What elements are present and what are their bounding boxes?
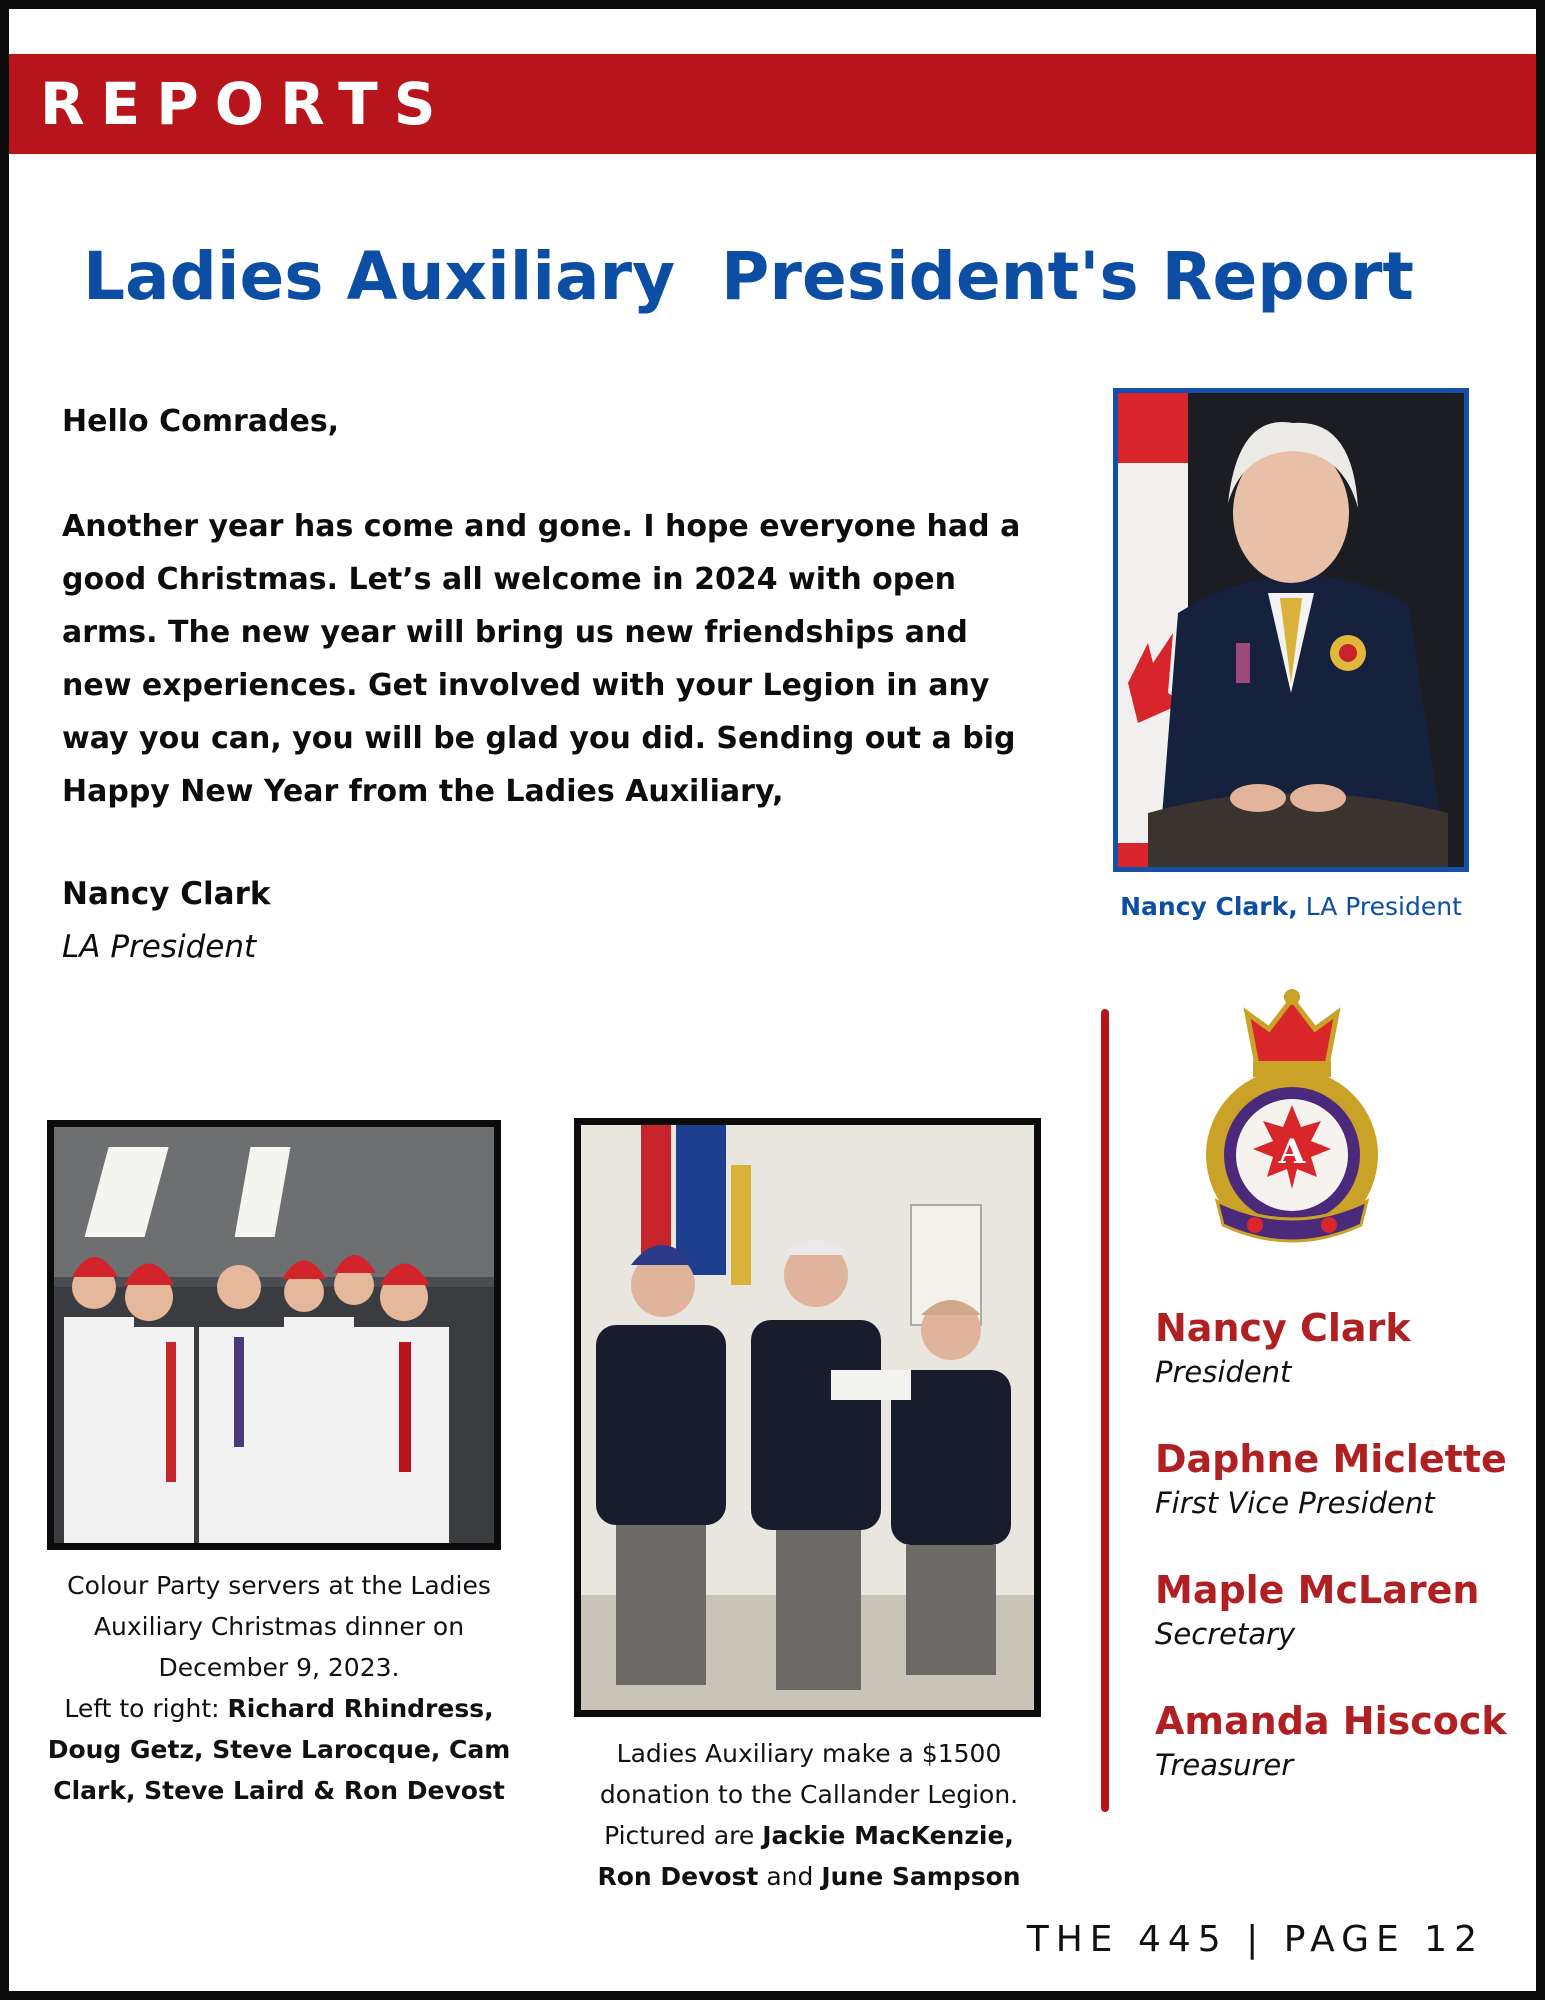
donation-illustration: [581, 1125, 1034, 1710]
caption-prefix: Pictured are: [604, 1821, 763, 1850]
officer-role: President: [1155, 1355, 1292, 1389]
officer-role: Secretary: [1155, 1617, 1296, 1651]
portrait-illustration: [1118, 393, 1464, 867]
president-portrait-photo: [1113, 388, 1469, 872]
colour-party-caption: [39, 1565, 519, 1811]
colour-party-illustration: [54, 1127, 494, 1543]
officer-name: Amanda Hiscock: [1155, 1699, 1507, 1743]
donation-caption: [557, 1733, 1061, 1897]
caption-line: donation to the Callander Legion.: [599, 1780, 1019, 1809]
vertical-divider: [1101, 1009, 1109, 1812]
caption-name: Ron Devost: [597, 1862, 759, 1891]
letter-greeting: Hello Comrades,: [62, 404, 340, 439]
caption-names: Clark, Steve Laird & Ron Devost: [53, 1776, 505, 1805]
officer-item: [1155, 1434, 1545, 1522]
caption-names: Doug Getz, Steve Larocque, Cam: [47, 1735, 511, 1764]
caption-names: Richard Rhindress,: [227, 1694, 494, 1723]
caption-line: Colour Party servers at the Ladies: [67, 1571, 491, 1600]
portrait-caption: [1099, 889, 1483, 925]
portrait-caption-name: Nancy Clark,: [1120, 892, 1298, 921]
letter-signature-name: Nancy Clark: [62, 876, 271, 912]
officer-name: Maple McLaren: [1155, 1568, 1480, 1612]
officer-item: [1155, 1303, 1545, 1391]
portrait-caption-role: LA President: [1305, 892, 1462, 921]
legion-emblem-logo: [1195, 985, 1389, 1255]
caption-line: [557, 1815, 1061, 1856]
caption-line: Ladies Auxiliary make a $1500: [616, 1739, 1002, 1768]
page-title: Ladies Auxiliary President's Report: [83, 238, 1414, 315]
officer-item: [1155, 1696, 1545, 1784]
officer-role: Treasurer: [1155, 1748, 1294, 1782]
officer-name: Daphne Miclette: [1155, 1437, 1507, 1481]
officer-name: Nancy Clark: [1155, 1306, 1411, 1350]
officer-item: [1155, 1565, 1545, 1653]
caption-name: June Sampson: [821, 1862, 1021, 1891]
caption-name: Jackie MacKenzie,: [762, 1821, 1014, 1850]
donation-photo: [574, 1118, 1041, 1717]
caption-line: [39, 1729, 519, 1770]
caption-line: [39, 1688, 519, 1729]
svg-text:A: A: [1278, 1132, 1306, 1172]
caption-line: Auxiliary Christmas dinner on: [93, 1612, 465, 1641]
caption-line: [39, 1770, 519, 1811]
caption-line: [557, 1856, 1061, 1897]
caption-line: December 9, 2023.: [158, 1653, 400, 1682]
section-banner-label: REPORTS: [40, 70, 452, 138]
letter-body: Another year has come and gone. I hope everyone had a good Christmas. Let’s all welcome in 2024 with open arms. The new year will bring us new friendships and new experiences. Get involved with your Legion in any way you can, you will be glad you did. Sending out a big Happy New Year from the Ladies Auxiliary,: [62, 509, 1021, 809]
colour-party-photo: [47, 1120, 501, 1550]
caption-prefix: Left to right:: [64, 1694, 228, 1723]
officers-list: [1155, 1303, 1545, 1827]
section-banner: [9, 54, 1536, 154]
caption-joiner: and: [758, 1862, 822, 1891]
page-footer: THE 445 | PAGE 12: [1026, 1919, 1484, 1960]
officer-role: First Vice President: [1155, 1486, 1435, 1520]
letter-signature-title: LA President: [62, 929, 257, 965]
president-letter: [62, 395, 1022, 974]
